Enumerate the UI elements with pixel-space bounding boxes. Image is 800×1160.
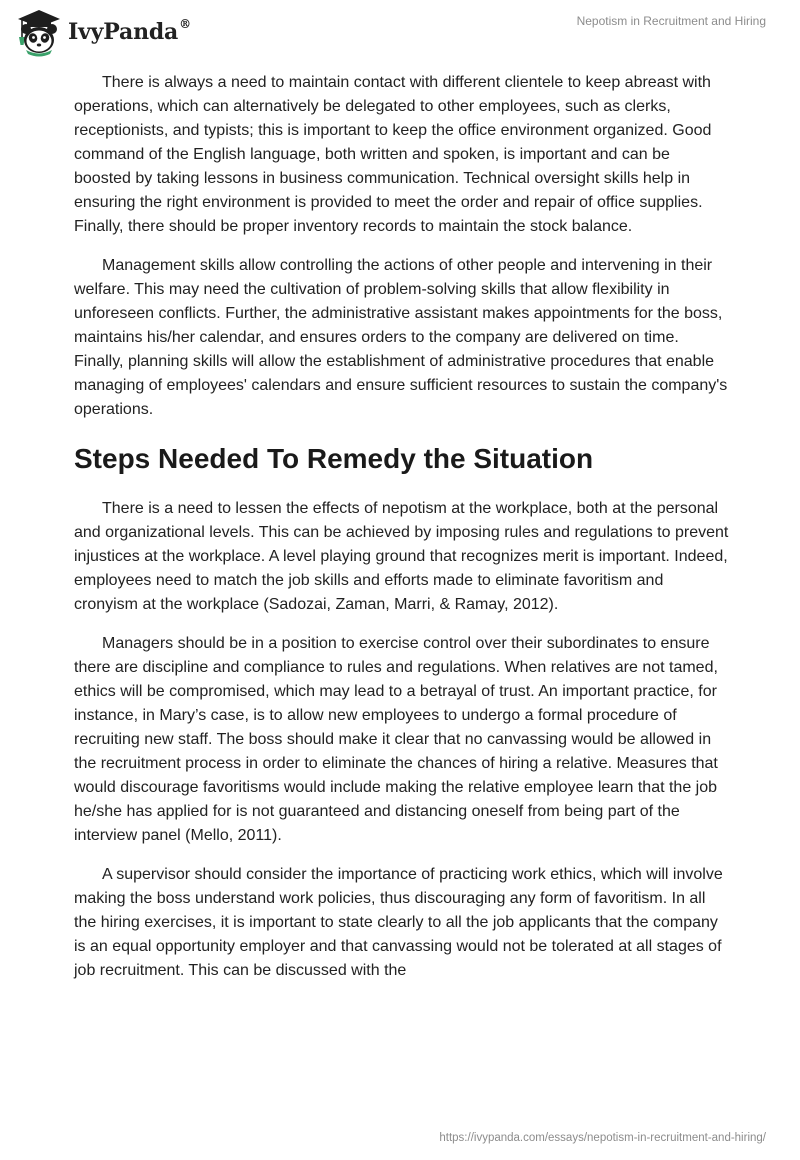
source-url-link[interactable]: https://ivypanda.com/essays/nepotism-in-recruitment-and-hiring/ — [439, 1132, 766, 1144]
paragraph: Managers should be in a position to exercise control over their subordinates to ensure there are discipline and compliance to rules and regulations. When relatives are not tamed, ethics will be compromised, which may lead to a betrayal of trust. An important practice, for instance, in Mary’s case, is to allow new employees to undergo a formal procedure of recruiting new staff. The boss should make it clear that no canvassing would be allowed in the recruitment process in order to eliminate the chances of hiring a relative. Measures that would discourage favoritisms would include making the relative employee learn that the job he/she has applied for is not guaranteed and distancing oneself from being part of the interview panel (Mello, 2011). — [74, 635, 718, 844]
brand-name — [68, 17, 191, 45]
registered-mark: ® — [179, 17, 191, 31]
panda-graduate-icon — [14, 7, 64, 57]
paragraph: A supervisor should consider the importance of practicing work ethics, which will involve making the boss understand work policies, thus discouraging any form of favoritism. In all the hiring exercises, it is important to state clearly to all the job applicants that the company is an equal opportunity employer and that canvassing would not be tolerated at all stages of job recruitment. This can be discussed with the — [74, 866, 723, 979]
brand-name-text: IvyPanda — [68, 19, 179, 45]
brand-logo-link[interactable] — [14, 7, 191, 57]
paragraph: Management skills allow controlling the actions of other people and intervening in their welfare. This may need the cultivation of problem-solving skills that allow flexibility in unforeseen conflicts. Further, the administrative assistant makes appointments for the boss, maintains his/her calendar, and ensures orders to the company are delivered on time. Finally, planning skills will allow the establishment of administrative procedures that enable managing of employees' calendars and ensure sufficient resources to sustain the company's operations. — [74, 257, 728, 418]
paragraph: There is always a need to maintain contact with different clientele to keep abreast with operations, which can alternatively be delegated to other employees, such as clerks, receptionists, and typists; this is important to keep the office environment organized. Good command of the English language, both written and spoken, is important and can be boosted by taking lessons in business communication. Technical oversight skills help in ensuring the right environment is provided to meet the order and repair of office supplies. Finally, there should be proper inventory records to maintain the stock balance. — [74, 74, 712, 235]
page-header — [0, 0, 800, 66]
section-heading: Steps Needed To Remedy the Situation — [74, 443, 594, 474]
essay-body — [74, 71, 730, 998]
document-title: Nepotism in Recruitment and Hiring — [576, 14, 766, 28]
paragraph: There is a need to lessen the effects of nepotism at the workplace, both at the personal and organizational levels. This can be achieved by imposing rules and regulations to prevent injustices at the workplace. A level playing ground that recognizes merit is important. Indeed, employees need to match the job skills and efforts made to eliminate favoritism and cronyism at the workplace (Sadozai, Zaman, Marri, & Ramay, 2012). — [74, 500, 729, 613]
